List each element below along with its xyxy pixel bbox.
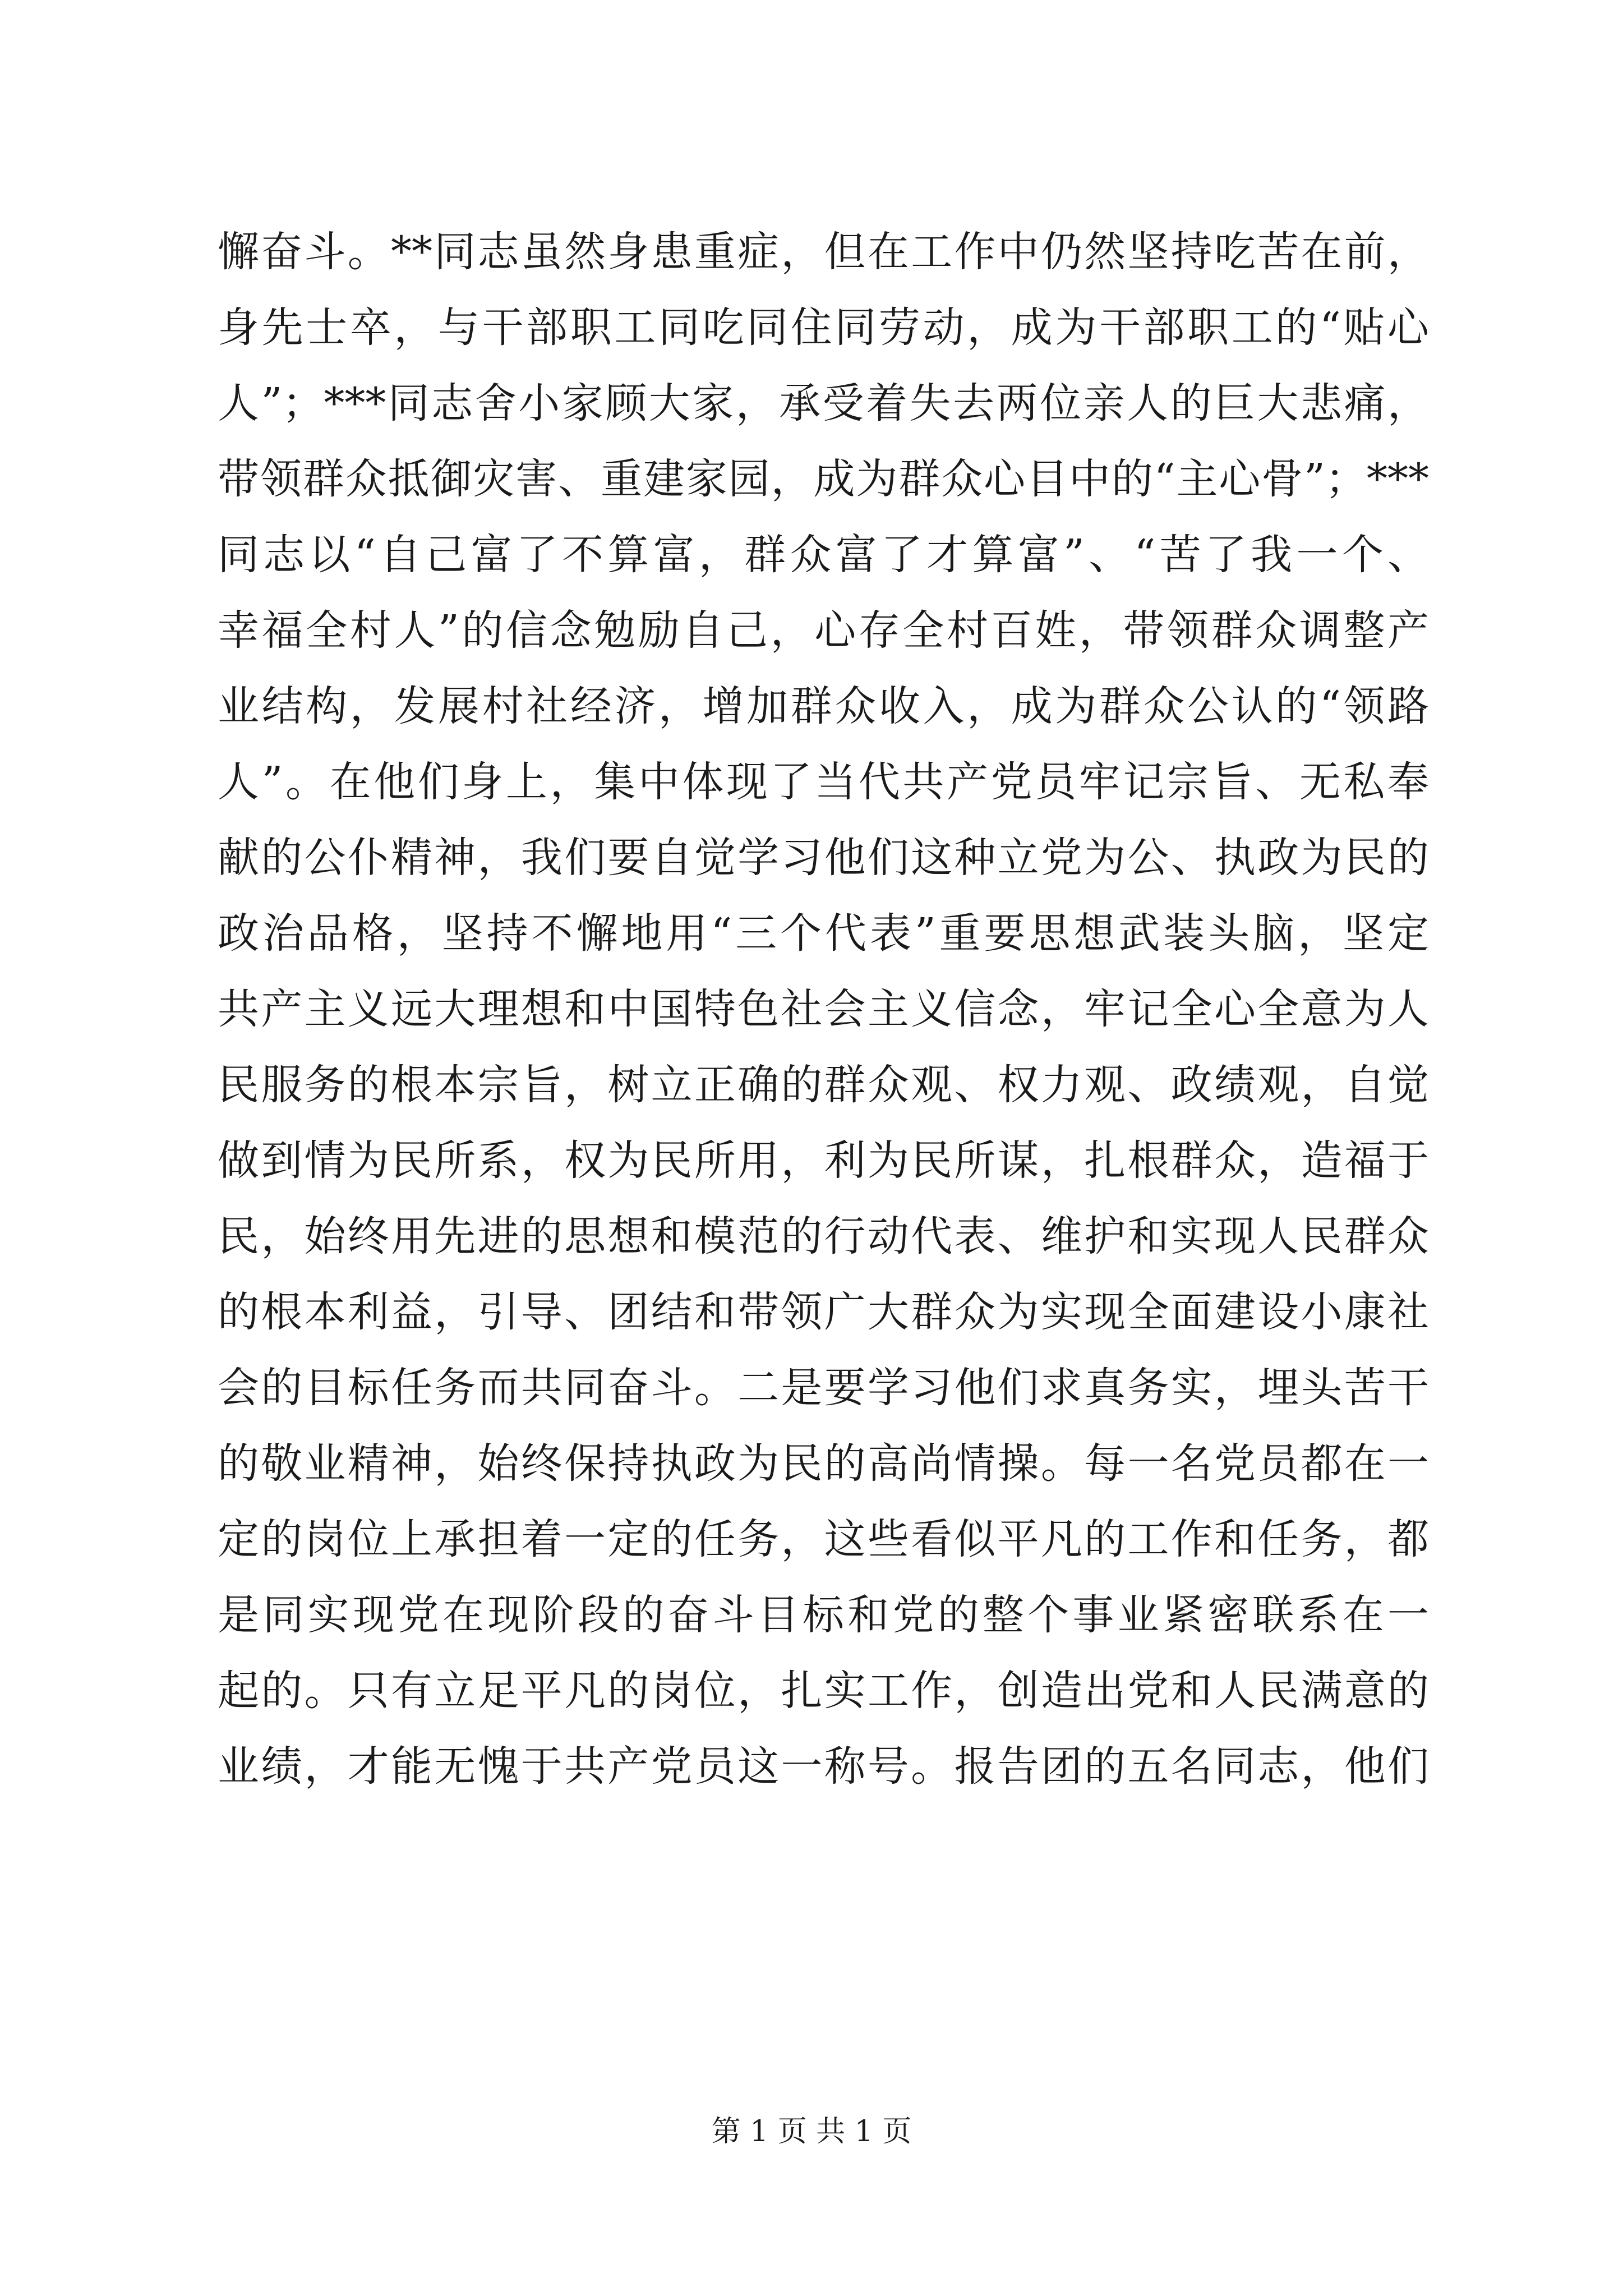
text-line: 同志以“自己富了不算富，群众富了才算富”、“苦了我一个、 [218, 531, 1429, 579]
text-line: 献的公仆精神，我们要自觉学习他们这种立党为公、执政为民的 [218, 834, 1429, 882]
text-line: 是同实现党在现阶段的奋斗目标和党的整个事业紧密联系在一 [218, 1591, 1429, 1639]
text-line: 懈奋斗。**同志虽然身患重症，但在工作中仍然坚持吃苦在前， [218, 228, 1429, 276]
text-line: 人”；***同志舍小家顾大家，承受着失去两位亲人的巨大悲痛， [218, 379, 1429, 427]
page-number-footer: 第 1 页 共 1 页 [711, 2115, 912, 2148]
text-line: 政治品格，坚持不懈地用“三个代表”重要思想武装头脑，坚定 [218, 909, 1429, 958]
text-line: 业结构，发展村社经济，增加群众收入，成为群众公认的“领路 [218, 682, 1429, 730]
text-line: 人”。在他们身上，集中体现了当代共产党员牢记宗旨、无私奉 [218, 758, 1429, 806]
text-line: 民，始终用先进的思想和模范的行动代表、维护和实现人民群众 [218, 1212, 1429, 1260]
text-line: 民服务的根本宗旨，树立正确的群众观、权力观、政绩观，自觉 [218, 1061, 1429, 1109]
text-line: 定的岗位上承担着一定的任务，这些看似平凡的工作和任务，都 [218, 1515, 1429, 1563]
text-line: 带领群众抵御灾害、重建家园，成为群众心目中的“主心骨”；*** [218, 455, 1429, 503]
text-line: 做到情为民所系，权为民所用，利为民所谋，扎根群众，造福于 [218, 1137, 1429, 1185]
body-text [218, 214, 1429, 1805]
text-line: 起的。只有立足平凡的岗位，扎实工作，创造出党和人民满意的 [218, 1667, 1429, 1715]
text-line: 的根本利益，引导、团结和带领广大群众为实现全面建设小康社 [218, 1288, 1429, 1336]
text-line: 身先士卒，与干部职工同吃同住同劳动，成为干部职工的“贴心 [218, 303, 1429, 352]
text-line: 幸福全村人”的信念勉励自己，心存全村百姓，带领群众调整产 [218, 606, 1429, 655]
text-line: 业绩，才能无愧于共产党员这一称号。报告团的五名同志，他们 [218, 1742, 1429, 1791]
text-line: 共产主义远大理想和中国特色社会主义信念，牢记全心全意为人 [218, 985, 1429, 1033]
text-line: 的敬业精神，始终保持执政为民的高尚情操。每一名党员都在一 [218, 1439, 1429, 1488]
text-line: 会的目标任务而共同奋斗。二是要学习他们求真务实，埋头苦干 [218, 1364, 1429, 1412]
